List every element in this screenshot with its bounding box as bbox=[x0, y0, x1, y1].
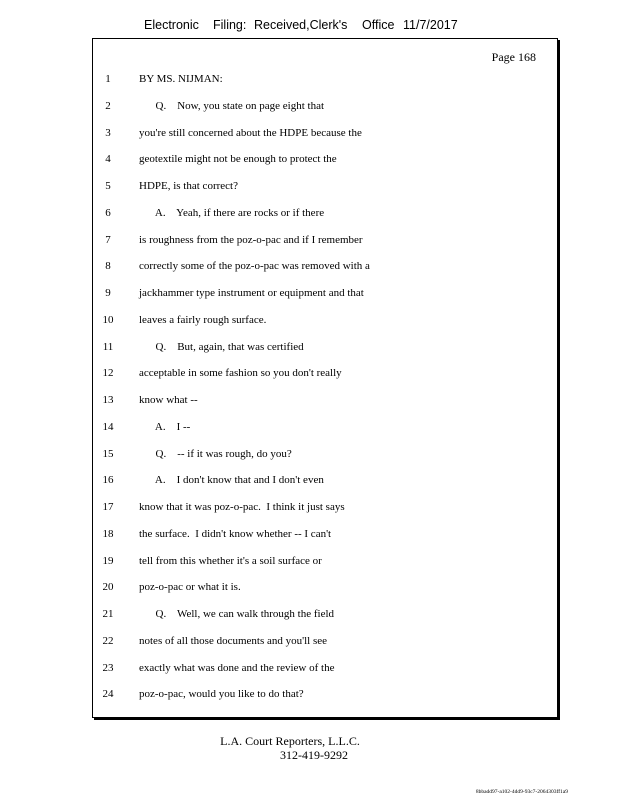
line-text: poz-o-pac, would you like to do that? bbox=[139, 688, 304, 701]
line-number: 23 bbox=[102, 661, 114, 674]
transcript-line bbox=[0, 260, 618, 276]
line-text: geotextile might not be enough to protect the bbox=[139, 153, 337, 166]
line-text: Q. -- if it was rough, do you? bbox=[139, 447, 292, 460]
line-number: 4 bbox=[105, 153, 111, 166]
filing-stamp-received: Received,Clerk's bbox=[254, 18, 348, 32]
line-text: know what -- bbox=[139, 394, 198, 406]
document-hash: 8bbadd97-a102-4dd9-93c7-2064303ff1a9 bbox=[475, 789, 568, 795]
line-text: Q. Well, we can walk through the field bbox=[139, 608, 335, 620]
transcript-line bbox=[0, 153, 618, 169]
line-number: 9 bbox=[105, 287, 111, 299]
line-number: 24 bbox=[102, 688, 114, 701]
line-number: 3 bbox=[105, 126, 111, 139]
line-number: 11 bbox=[102, 340, 114, 353]
transcript-line bbox=[0, 341, 618, 357]
transcript-line bbox=[0, 581, 618, 597]
line-number: 17 bbox=[102, 501, 114, 513]
line-number: 21 bbox=[102, 608, 114, 620]
line-number: 6 bbox=[105, 206, 111, 219]
transcript-line bbox=[0, 100, 618, 116]
transcript-line bbox=[0, 474, 618, 490]
line-number: 1 bbox=[105, 73, 111, 85]
line-number: 2 bbox=[105, 99, 111, 112]
transcript-line bbox=[0, 555, 618, 571]
line-number: 13 bbox=[102, 394, 114, 406]
transcript-line bbox=[0, 73, 618, 89]
transcript-line bbox=[0, 234, 618, 250]
court-reporter-name: L.A. Court Reporters, L.L.C. bbox=[220, 734, 360, 748]
filing-stamp bbox=[0, 18, 618, 36]
line-text: acceptable in some fashion so you don't really bbox=[139, 367, 342, 380]
filing-stamp-date: 11/7/2017 bbox=[403, 18, 458, 32]
line-text: A. I don't know that and I don't even bbox=[139, 474, 324, 487]
page-number: Page 168 bbox=[491, 50, 536, 64]
transcript-line bbox=[0, 127, 618, 143]
transcript-line bbox=[0, 207, 618, 223]
filing-stamp-office: Office bbox=[362, 18, 395, 32]
line-number: 10 bbox=[102, 313, 114, 326]
line-text: HDPE, is that correct? bbox=[139, 180, 238, 192]
line-number: 22 bbox=[102, 634, 114, 647]
line-text: A. I -- bbox=[139, 420, 191, 433]
transcript-line bbox=[0, 688, 618, 704]
transcript-line bbox=[0, 314, 618, 330]
court-reporter-phone: 312-419-9292 bbox=[280, 748, 348, 762]
filing-stamp-electronic: Electronic bbox=[144, 18, 199, 32]
transcript-line bbox=[0, 180, 618, 196]
line-text: tell from this whether it's a soil surface or bbox=[139, 554, 322, 567]
line-text: know that it was poz-o-pac. I think it just says bbox=[139, 501, 345, 513]
transcript-line bbox=[0, 394, 618, 410]
line-number: 18 bbox=[102, 527, 114, 540]
line-number: 19 bbox=[102, 554, 114, 567]
line-text: poz-o-pac or what it is. bbox=[139, 581, 241, 594]
line-text: Q. But, again, that was certified bbox=[139, 340, 304, 353]
line-text: notes of all those documents and you'll see bbox=[139, 634, 328, 647]
line-number: 20 bbox=[102, 581, 114, 594]
line-text: correctly some of the poz-o-pac was removed with a bbox=[139, 260, 370, 273]
line-number: 15 bbox=[102, 447, 114, 460]
line-number: 5 bbox=[105, 180, 111, 192]
transcript-line bbox=[0, 448, 618, 464]
line-text: leaves a fairly rough surface. bbox=[139, 313, 267, 326]
transcript-line bbox=[0, 635, 618, 651]
line-number: 12 bbox=[102, 367, 114, 380]
transcript-line bbox=[0, 528, 618, 544]
filing-stamp-filing: Filing: bbox=[213, 18, 247, 32]
line-text: exactly what was done and the review of the bbox=[139, 661, 335, 674]
transcript-line bbox=[0, 662, 618, 678]
line-text: BY MS. NIJMAN: bbox=[139, 73, 223, 85]
line-text: is roughness from the poz-o-pac and if I remember bbox=[139, 233, 363, 246]
transcript-line bbox=[0, 367, 618, 383]
transcript-line bbox=[0, 608, 618, 624]
line-number: 7 bbox=[105, 233, 111, 246]
line-number: 14 bbox=[102, 420, 114, 433]
transcript-line bbox=[0, 287, 618, 303]
transcript-line bbox=[0, 421, 618, 437]
line-text: A. Yeah, if there are rocks or if there bbox=[139, 206, 325, 219]
line-text: you're still concerned about the HDPE because the bbox=[139, 126, 362, 139]
line-text: Q. Now, you state on page eight that bbox=[139, 99, 325, 112]
line-number: 16 bbox=[102, 474, 114, 487]
line-text: jackhammer type instrument or equipment and that bbox=[139, 287, 364, 299]
line-text: the surface. I didn't know whether -- I can't bbox=[139, 527, 332, 540]
line-number: 8 bbox=[105, 260, 111, 273]
transcript-line bbox=[0, 501, 618, 517]
